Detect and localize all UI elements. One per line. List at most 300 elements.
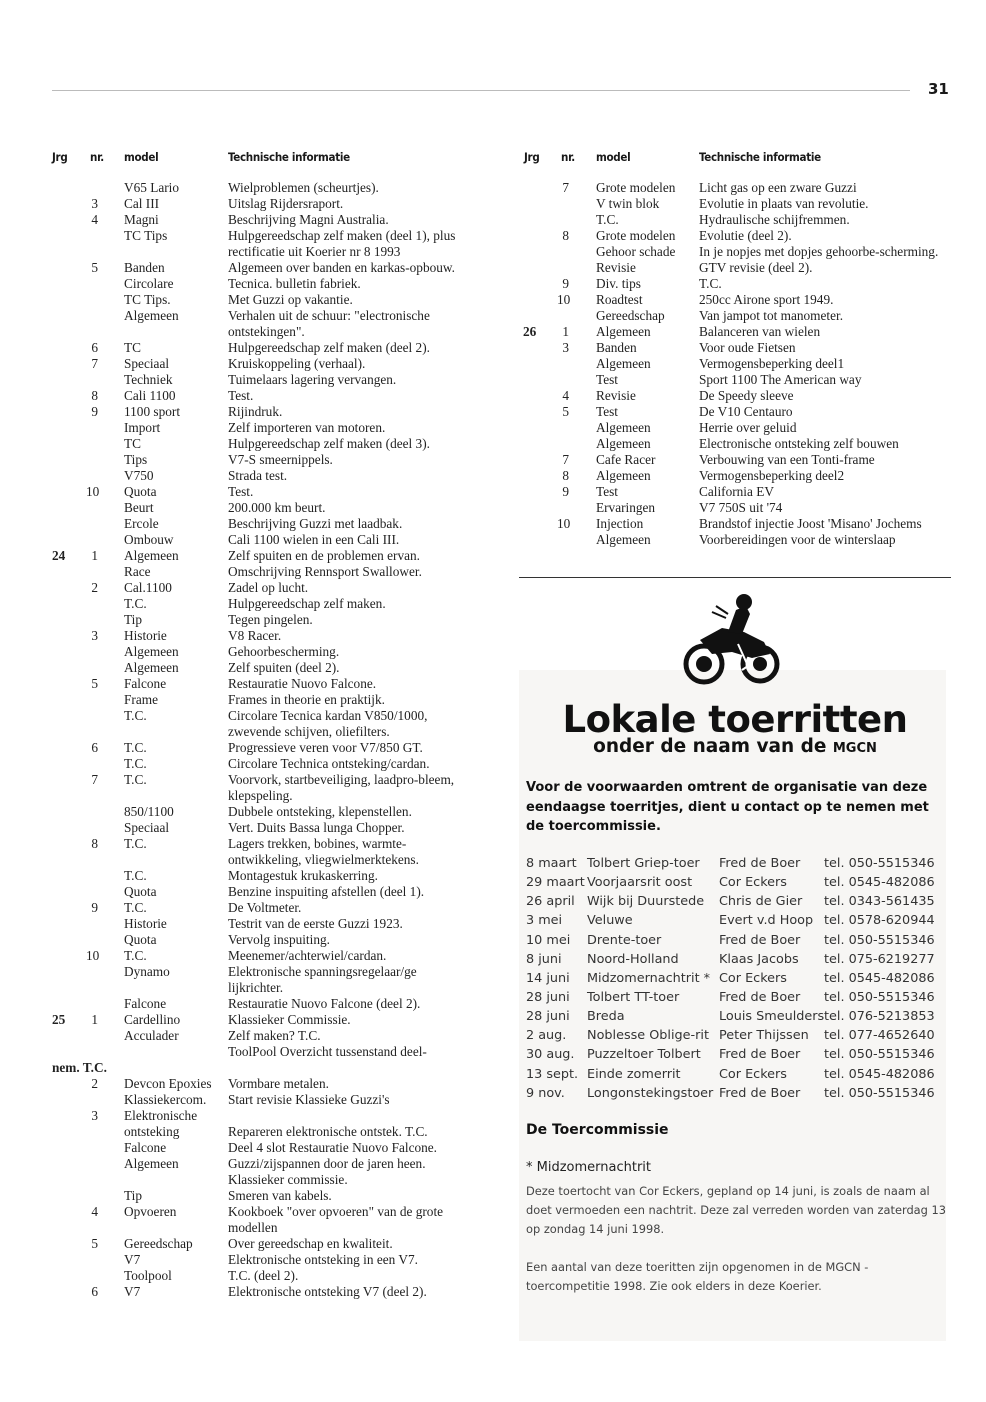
header-jrg: Jrg — [52, 150, 68, 164]
index-row — [52, 372, 472, 388]
tour-contact: Klaas Jacobs — [719, 951, 799, 967]
model-cell: Tip — [124, 1187, 142, 1203]
model-cell: Banden — [596, 340, 637, 355]
number-cell: 9 — [91, 404, 98, 419]
index-row — [52, 1108, 472, 1124]
tour-name: Breda — [587, 1009, 625, 1025]
info-cell: Elektronische ontsteking in een V7. — [228, 1251, 418, 1267]
index-row — [52, 644, 472, 660]
tour-date: 26 april — [526, 894, 575, 910]
number-cell: 5 — [562, 404, 569, 419]
index-row — [52, 420, 472, 436]
note-title: * Midzomernachtrit — [526, 1160, 652, 1175]
model-cell: Ombouw — [124, 532, 174, 547]
index-row — [52, 292, 472, 308]
index-row — [52, 532, 472, 548]
tour-date: 8 maart — [526, 856, 577, 871]
tour-contact: Cor Eckers — [719, 875, 787, 891]
model-cell: Quota — [124, 884, 157, 899]
index-row — [52, 692, 472, 708]
info-cell: Benzine inspuiting afstellen (deel 1). — [228, 884, 425, 899]
model-cell: Algemeen — [596, 436, 651, 451]
tour-name: Drente-toer — [587, 932, 662, 948]
model-cell: T.C. — [124, 948, 147, 963]
tour-name: Tolbert Griep-toer — [587, 856, 700, 871]
number-cell: 7 — [91, 356, 98, 371]
number-cell: 10 — [86, 948, 100, 963]
index-row — [52, 516, 472, 532]
model-cell: Gehoor schade — [596, 244, 676, 259]
info-cell: Hulpgereedschap zelf maken (deel 1), plus rectificatie uit Koerier nr 8 1993 — [228, 228, 456, 259]
index-row — [523, 228, 958, 244]
tour-contact: Peter Thijssen — [719, 1028, 809, 1044]
model-cell: Grote modelen — [596, 228, 676, 243]
tour-contact: Cor Eckers — [719, 970, 787, 986]
tour-contact: Fred de Boer — [719, 1085, 801, 1101]
info-cell: Repareren elektronische ontstek. T.C. — [228, 1123, 428, 1139]
index-row — [52, 1252, 472, 1268]
model-cell: Banden — [124, 260, 165, 275]
model-cell: V7 — [124, 1251, 141, 1267]
index-row — [523, 356, 958, 372]
ad-intro: Voor de voorwaarden omtrent de organisatie van deze eendaagse toerritjes, dient u contact op te nemen met de toercommissie. — [526, 780, 929, 834]
model-cell: Algemeen — [124, 660, 179, 675]
tour-date: 29 maart — [526, 875, 585, 891]
model-cell: Algemeen — [124, 548, 179, 563]
model-cell: 850/1100 — [124, 804, 174, 819]
number-cell: 3 — [91, 1107, 98, 1123]
number-cell: 7 — [562, 180, 569, 195]
info-cell: GTV revisie (deel 2). — [699, 260, 813, 275]
info-cell: Kookboek "over opvoeren" van de grote modellen — [228, 1203, 444, 1235]
commission-title: De Toercommissie — [526, 1122, 669, 1138]
model-cell: Gereedschap — [124, 1235, 193, 1251]
info-cell: Montagestuk krukaskerring. — [228, 868, 378, 883]
info-cell: Evolutie in plaats van revolutie. — [699, 196, 869, 211]
number-cell: 6 — [91, 740, 98, 755]
index-row — [52, 1236, 472, 1252]
model-cell: Algemeen — [596, 324, 651, 339]
number-cell: 10 — [86, 484, 100, 499]
model-cell: Frame — [124, 692, 158, 707]
model-cell: Devcon Epoxies — [124, 1075, 212, 1091]
tour-contact: Fred de Boer — [719, 856, 801, 871]
model-cell: V65 Lario — [124, 180, 180, 195]
info-cell: Voorvork, startbeveiliging, laadpro-bleem, klepspeling. — [228, 772, 455, 803]
index-row — [523, 292, 958, 308]
info-cell: Test. — [228, 484, 254, 499]
motorcycle-icon — [682, 592, 782, 690]
info-cell: Vermogensbeperking deel2 — [699, 468, 845, 483]
tour-contact: Louis Smeulders — [719, 1009, 825, 1025]
model-cell: TC Tips. — [124, 292, 171, 307]
info-cell: Test. — [228, 388, 254, 403]
info-cell: De V10 Centauro — [699, 404, 793, 419]
tour-phone: tel. 050-5515346 — [824, 932, 935, 948]
tour-phone: tel. 0545-482086 — [824, 1066, 935, 1082]
index-row — [52, 276, 472, 292]
number-cell: 6 — [91, 340, 98, 355]
info-cell: Algemeen over banden en karkas-opbouw. — [228, 260, 455, 275]
jaargang-cell: nem. T.C. — [52, 1060, 107, 1075]
number-cell: 3 — [91, 628, 98, 643]
ad-divider — [519, 577, 951, 578]
model-cell: Beurt — [124, 500, 154, 515]
index-row — [52, 404, 472, 420]
model-cell: ontsteking — [124, 1123, 180, 1139]
tour-date: 28 juni — [526, 989, 570, 1005]
tour-row — [526, 1045, 946, 1064]
tour-row — [526, 969, 946, 988]
model-cell: Quota — [124, 484, 157, 499]
model-cell: Cali 1100 — [124, 388, 176, 403]
model-cell: Algemeen — [124, 1155, 179, 1171]
info-cell: Restauratie Nuovo Falcone (deel 2). — [228, 996, 421, 1011]
index-row — [52, 740, 472, 756]
index-row — [52, 676, 472, 692]
info-cell: T.C. — [699, 276, 722, 291]
index-row — [52, 308, 472, 340]
tour-date: 28 juni — [526, 1009, 570, 1025]
header-nr: nr. — [90, 150, 104, 164]
info-cell: Tecnica. bulletin fabriek. — [228, 276, 361, 291]
number-cell: 9 — [562, 276, 569, 291]
number-cell: 1 — [562, 324, 569, 339]
info-cell: Electronische ontsteking zelf bouwen — [699, 436, 899, 451]
info-cell: T.C. (deel 2). — [228, 1267, 299, 1283]
info-cell: In je nopjes met dopjes gehoorbe-scherming. — [699, 244, 939, 259]
model-cell: Roadtest — [596, 292, 643, 307]
model-cell: Gereedschap — [596, 308, 665, 323]
info-cell: Vormbare metalen. — [228, 1075, 329, 1091]
info-cell: Beschrijving Guzzi met laadbak. — [228, 516, 403, 531]
info-cell: Beschrijving Magni Australia. — [228, 212, 389, 227]
index-row — [52, 1092, 472, 1108]
number-cell: 8 — [91, 388, 98, 403]
model-cell: Techniek — [124, 372, 173, 387]
model-cell: TC — [124, 340, 141, 355]
index-row — [52, 996, 472, 1012]
number-cell: 7 — [91, 772, 98, 787]
index-row — [52, 436, 472, 452]
model-cell: Grote modelen — [596, 180, 676, 195]
index-row — [52, 180, 472, 196]
model-cell: Div. tips — [596, 276, 641, 291]
index-row — [52, 916, 472, 932]
model-cell: Revisie — [596, 388, 636, 403]
model-cell: Test — [596, 484, 618, 499]
info-cell: Cali 1100 wielen in een Cali III. — [228, 532, 400, 547]
index-row — [523, 324, 958, 340]
model-cell: TC — [124, 436, 141, 451]
index-row — [52, 884, 472, 900]
tour-date: 8 juni — [526, 951, 562, 967]
number-cell: 5 — [91, 1235, 98, 1251]
tour-date: 3 mei — [526, 913, 563, 929]
tour-contact: Chris de Gier — [719, 894, 803, 910]
info-cell: Elektronische ontsteking V7 (deel 2). — [228, 1283, 427, 1299]
info-cell: California EV — [699, 484, 774, 499]
model-cell: Speciaal — [124, 820, 170, 835]
index-row — [523, 308, 958, 324]
model-cell: Acculader — [124, 1028, 179, 1043]
tour-phone: tel. 077-4652640 — [824, 1028, 935, 1044]
info-cell: 200.000 km beurt. — [228, 500, 326, 515]
info-cell: Meenemer/achterwiel/cardan. — [228, 948, 387, 963]
model-cell: T.C. — [124, 836, 147, 851]
number-cell: 3 — [91, 196, 98, 211]
tour-row — [526, 1065, 946, 1084]
model-cell: T.C. — [124, 708, 147, 723]
info-cell: Guzzi/zijspannen door de jaren heen. — [228, 1155, 426, 1171]
model-cell: Injection — [596, 516, 644, 531]
tour-contact: Evert v.d Hoop — [719, 913, 814, 929]
model-cell: Elektronische — [124, 1107, 198, 1123]
note-body: Deze toertocht van Cor Eckers, gepland op 14 juni, is zoals de naam al doet vermoeden een nachtrit. Deze zal verreden worden van zaterdag 13 op zondag 14 juni 1998. — [526, 1184, 946, 1236]
number-cell: 7 — [562, 452, 569, 467]
number-cell: 4 — [562, 388, 569, 403]
index-row — [523, 516, 958, 532]
index-row — [52, 196, 472, 212]
index-row — [52, 388, 472, 404]
tour-name: Noord-Holland — [587, 951, 679, 967]
model-cell: Falcone — [124, 676, 167, 691]
tour-phone: tel. 0545-482086 — [824, 875, 935, 891]
info-cell: Deel 4 slot Restauratie Nuovo Falcone. — [228, 1139, 438, 1155]
index-row — [52, 1156, 472, 1172]
model-cell: T.C. — [596, 212, 619, 227]
index-row — [52, 596, 472, 612]
info-cell: Elektronische spanningsregelaar/ge lijkrichter. — [228, 964, 417, 995]
tour-phone: tel. 0343-561435 — [824, 894, 935, 910]
model-cell: Race — [124, 564, 151, 579]
tour-contact: Fred de Boer — [719, 932, 801, 948]
info-cell: Hulpgereedschap zelf maken (deel 3). — [228, 436, 430, 451]
tour-name: Midzomernachtrit * — [587, 970, 711, 986]
index-row — [523, 404, 958, 420]
index-row — [52, 1060, 472, 1076]
model-cell: Opvoeren — [124, 1203, 177, 1219]
header-model: model — [124, 150, 159, 164]
right-index-table — [523, 180, 958, 548]
header-jrg-right: Jrg — [524, 150, 540, 164]
index-row — [523, 276, 958, 292]
tour-row — [526, 1007, 946, 1026]
index-row — [52, 660, 472, 676]
tour-date: 30 aug. — [526, 1047, 575, 1063]
info-cell: Vert. Duits Bassa lunga Chopper. — [228, 820, 405, 835]
tour-phone: tel. 0578-620944 — [824, 913, 935, 929]
tour-name: Wijk bij Duurstede — [587, 894, 705, 910]
info-cell: Hulpgereedschap zelf maken. — [228, 596, 386, 611]
jaargang-cell: 24 — [52, 548, 66, 563]
model-cell: T.C. — [124, 772, 147, 787]
index-row — [52, 484, 472, 500]
tour-name: Veluwe — [587, 913, 633, 929]
index-row — [52, 964, 472, 996]
index-row — [52, 580, 472, 596]
index-row — [52, 260, 472, 276]
tour-name: Tolbert TT-toer — [587, 989, 680, 1005]
index-row — [52, 1188, 472, 1204]
header-info: Technische informatie — [228, 150, 350, 164]
model-cell: Algemeen — [596, 356, 651, 371]
number-cell: 8 — [562, 228, 569, 243]
index-row — [52, 628, 472, 644]
info-cell: Verbouwing van een Tonti-frame — [699, 452, 875, 467]
model-cell: V7 — [124, 1283, 141, 1299]
number-cell: 5 — [91, 260, 98, 275]
tour-name: Noblesse Oblige-rit — [587, 1028, 709, 1044]
index-row — [52, 500, 472, 516]
tour-row — [526, 1084, 946, 1103]
model-cell: T.C. — [124, 756, 147, 771]
model-cell: Klassiekercom. — [124, 1091, 207, 1107]
info-cell: Kruiskoppeling (verhaal). — [228, 356, 366, 371]
ad-title: Lokale toerritten — [562, 698, 908, 741]
number-cell: 1 — [91, 548, 98, 563]
number-cell: 9 — [562, 484, 569, 499]
info-cell: Zelf importeren van motoren. — [228, 420, 386, 435]
page-number: 31 — [928, 80, 949, 98]
model-cell: Tip — [124, 612, 142, 627]
index-row — [52, 708, 472, 740]
number-cell: 10 — [557, 516, 571, 531]
model-cell: V750 — [124, 468, 154, 483]
org-abbrev: MGCN — [832, 741, 877, 756]
index-row — [523, 468, 958, 484]
number-cell: 2 — [91, 580, 98, 595]
header-model-right: model — [596, 150, 631, 164]
index-row — [52, 932, 472, 948]
tour-phone: tel. 075-6219277 — [824, 951, 935, 967]
tour-row — [526, 950, 946, 969]
model-cell: Magni — [124, 212, 159, 227]
tour-contact: Fred de Boer — [719, 989, 801, 1005]
tour-row — [526, 1026, 946, 1045]
index-row — [52, 1012, 472, 1028]
tour-phone: tel. 076-5213853 — [824, 1009, 935, 1025]
index-row — [52, 756, 472, 772]
info-cell: ToolPool Overzicht tussenstand deel- — [228, 1044, 427, 1059]
jaargang-cell: 26 — [523, 324, 537, 339]
info-cell: Over gereedschap en kwaliteit. — [228, 1235, 393, 1251]
number-cell: 5 — [91, 676, 98, 691]
header-info-right: Technische informatie — [699, 150, 821, 164]
info-cell: Lagers trekken, bobines, warmte-ontwikkeling, vliegwielmerktekens. — [228, 836, 419, 867]
index-row — [52, 948, 472, 964]
model-cell: 1100 sport — [124, 404, 181, 419]
tour-row — [526, 892, 946, 911]
tour-date: 2 aug. — [526, 1028, 567, 1044]
info-cell: Progressieve veren voor V7/850 GT. — [228, 740, 423, 755]
model-cell: Tips — [124, 452, 148, 467]
index-row — [52, 1268, 472, 1284]
model-cell: Test — [596, 404, 618, 419]
model-cell: Import — [124, 420, 161, 435]
model-cell: T.C. — [124, 596, 147, 611]
tour-date: 10 mei — [526, 932, 571, 948]
number-cell: 9 — [91, 900, 98, 915]
info-cell: Voor oude Fietsen — [699, 340, 796, 355]
info-cell: Van jampot tot manometer. — [699, 308, 844, 323]
tour-date: 9 nov. — [526, 1085, 565, 1101]
index-row — [52, 1172, 472, 1188]
tour-date: 14 juni — [526, 970, 570, 986]
number-cell: 10 — [557, 292, 571, 307]
info-cell: Brandstof injectie Joost 'Misano' Jochems — [699, 516, 922, 531]
model-cell: Historie — [124, 916, 167, 931]
model-cell: Falcone — [124, 996, 167, 1011]
index-row — [523, 260, 958, 276]
tour-row — [526, 873, 946, 892]
tour-row — [526, 988, 946, 1007]
tour-phone: tel. 050-5515346 — [824, 989, 935, 1005]
index-row — [523, 484, 958, 500]
model-cell: Toolpool — [124, 1267, 172, 1283]
tour-name: Voorjaarsrit oost — [587, 875, 693, 891]
info-cell: Smeren van kabels. — [228, 1187, 332, 1203]
number-cell: 1 — [91, 1012, 98, 1027]
index-row — [52, 212, 472, 228]
tour-schedule — [526, 854, 946, 1103]
info-cell: Wielproblemen (scheurtjes). — [228, 180, 379, 195]
model-cell: Historie — [124, 628, 167, 643]
info-cell: Uitslag Rijdersraport. — [228, 196, 344, 211]
number-cell: 4 — [91, 212, 98, 227]
model-cell: Algemeen — [596, 468, 651, 483]
info-cell: De Speedy sleeve — [699, 388, 794, 403]
info-cell: De Voltmeter. — [228, 900, 302, 915]
info-cell: Zelf maken? T.C. — [228, 1028, 321, 1043]
info-cell: Circolare Tecnica kardan V850/1000, zwevende schijven, oliefilters. — [228, 708, 428, 739]
index-row — [52, 804, 472, 820]
info-cell: Vermogensbeperking deel1 — [699, 356, 845, 371]
index-row — [523, 436, 958, 452]
info-cell: Tuimelaars lagering vervangen. — [228, 372, 397, 387]
index-row — [523, 452, 958, 468]
index-row — [52, 1076, 472, 1092]
model-cell: Revisie — [596, 260, 636, 275]
info-cell: Tegen pingelen. — [228, 612, 313, 627]
index-row — [523, 420, 958, 436]
tour-row — [526, 911, 946, 930]
info-cell: Zelf spuiten (deel 2). — [228, 660, 340, 675]
model-cell: Circolare — [124, 276, 174, 291]
model-cell: Dynamo — [124, 964, 170, 979]
index-row — [52, 1044, 472, 1060]
index-row — [523, 196, 958, 212]
info-cell: Dubbele ontsteking, klepenstellen. — [228, 804, 412, 819]
index-row — [52, 836, 472, 868]
info-cell: Zadel op lucht. — [228, 580, 309, 595]
info-cell: Frames in theorie en praktijk. — [228, 692, 385, 707]
model-cell: Ervaringen — [596, 500, 656, 515]
info-cell: Voorbereidingen voor de winterslaap — [699, 532, 896, 547]
left-index-table — [52, 180, 472, 1300]
index-row — [52, 564, 472, 580]
tour-phone: tel. 050-5515346 — [824, 1085, 935, 1101]
index-row — [52, 900, 472, 916]
info-cell: Klassieker Commissie. — [228, 1012, 351, 1027]
info-cell: Balanceren van wielen — [699, 324, 821, 339]
tour-row — [526, 854, 946, 873]
index-row — [52, 1204, 472, 1236]
index-row — [523, 212, 958, 228]
number-cell: 4 — [91, 1203, 98, 1219]
tour-contact: Cor Eckers — [719, 1066, 787, 1082]
model-cell: Cafe Racer — [596, 452, 656, 467]
